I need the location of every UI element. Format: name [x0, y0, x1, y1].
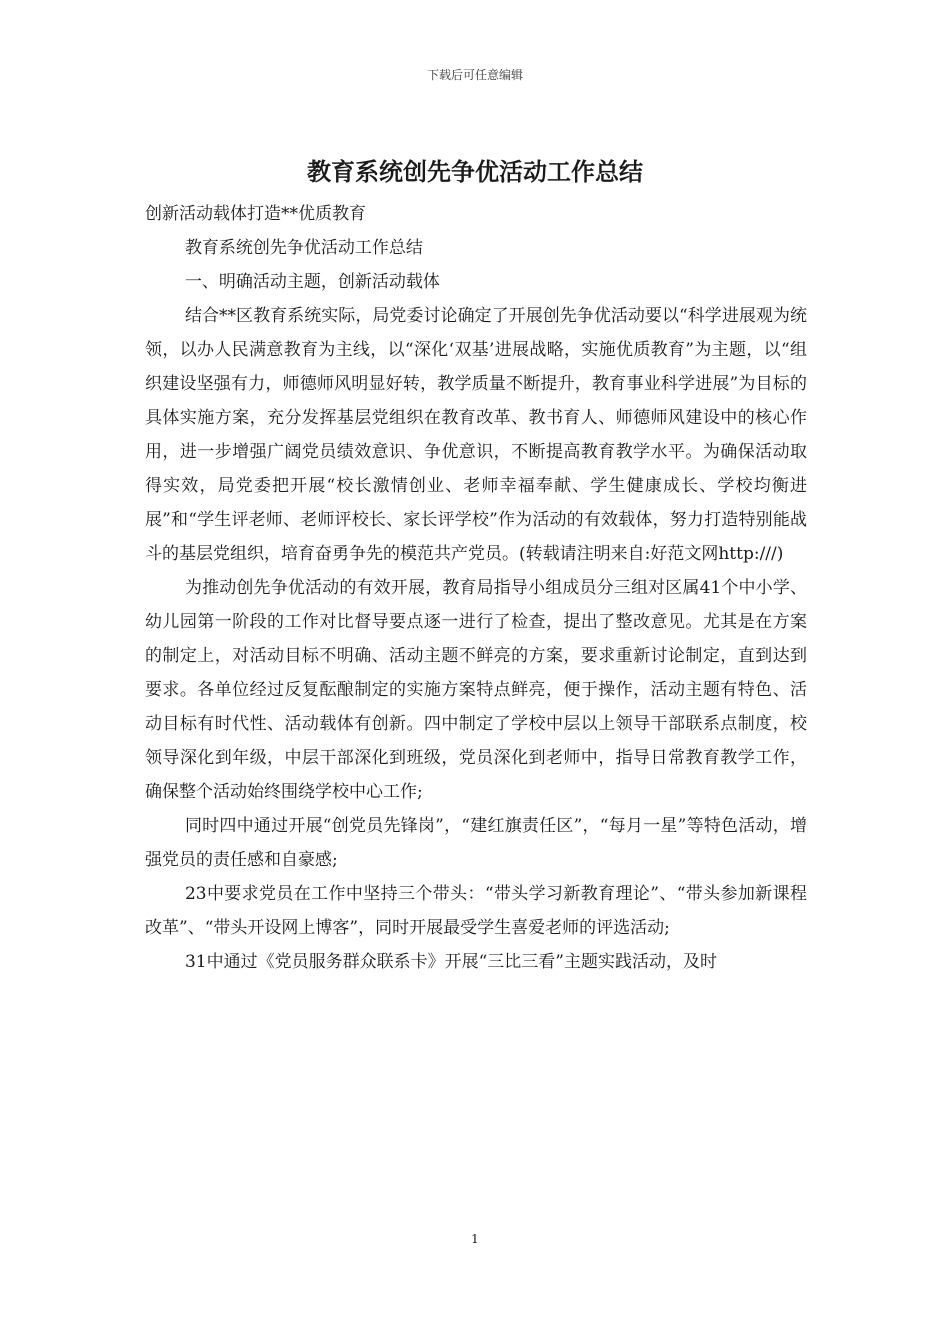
subtitle-paragraph: 创新活动载体打造**优质教育 [145, 204, 366, 224]
body-paragraph: 教育系统创先争优活动工作总结 [184, 238, 423, 258]
page-header: 下载后可任意编辑 [426, 68, 523, 82]
body-paragraph: 同时四中通过开展“创党员先锋岗”，“建红旗责任区”，“每月一星”等特色活动，增强党员的责任感和自豪感; [145, 816, 807, 870]
body-paragraph: 31中通过《党员服务群众联系卡》开展“三比三看”主题实践活动，及时 [184, 952, 717, 972]
body-paragraph: 23中要求党员在工作中坚持三个带头：“带头学习新教育理论”、“带头参加新课程改革”、“带头开设网上博客”，同时开展最受学生喜爱老师的评选活动; [145, 884, 807, 938]
body-paragraph: 结合**区教育系统实际，局党委讨论确定了开展创先争优活动要以“科学进展观为统领，以办人民满意教育为主线，以“深化‘双基’进展战略，实施优质教育”为主题，以“组织建设坚强有力，师德师风明显好转，教学质量不断提升，教育事业科学进展”为目标的具体实施方案，充分发挥基层党组织在教育改革、教书育人、师德师风建设中的核心作用，进一步增强广阔党员绩效意识、争优意识，不断提高教育教学水平。为确保活动取得实效，局党委把开展“校长激情创业、老师幸福奉献、学生健康成长、学校均衡进展”和“学生评老师、老师评校长、家长评学校”作为活动的有效载体，努力打造特别能战斗的基层党组织，培育奋勇争先的模范共产党员。(转载请注明来自:好范文网http:///) [145, 306, 807, 564]
page-number: 1 [471, 1232, 479, 1246]
body-paragraph: 为推动创先争优活动的有效开展，教育局指导小组成员分三组对区属41个中小学、幼儿园第一阶段的工作对比督导要点逐一进行了检查，提出了整改意见。尤其是在方案的制定上，对活动目标不明确、活动主题不鲜亮的方案，要求重新讨论制定，直到达到要求。各单位经过反复酝酿制定的实施方案特点鲜亮，便于操作，活动主题有特色、活动目标有时代性、活动载体有创新。四中制定了学校中层以上领导干部联系点制度，校领导深化到年级，中层干部深化到班级，党员深化到老师中，指导日常教育教学工作，确保整个活动始终围绕学校中心工作; [145, 578, 807, 802]
document-title: 教育系统创先争优活动工作总结 [307, 158, 643, 186]
document-body [145, 197, 807, 979]
section-heading: 一、明确活动主题，创新活动载体 [184, 272, 440, 292]
